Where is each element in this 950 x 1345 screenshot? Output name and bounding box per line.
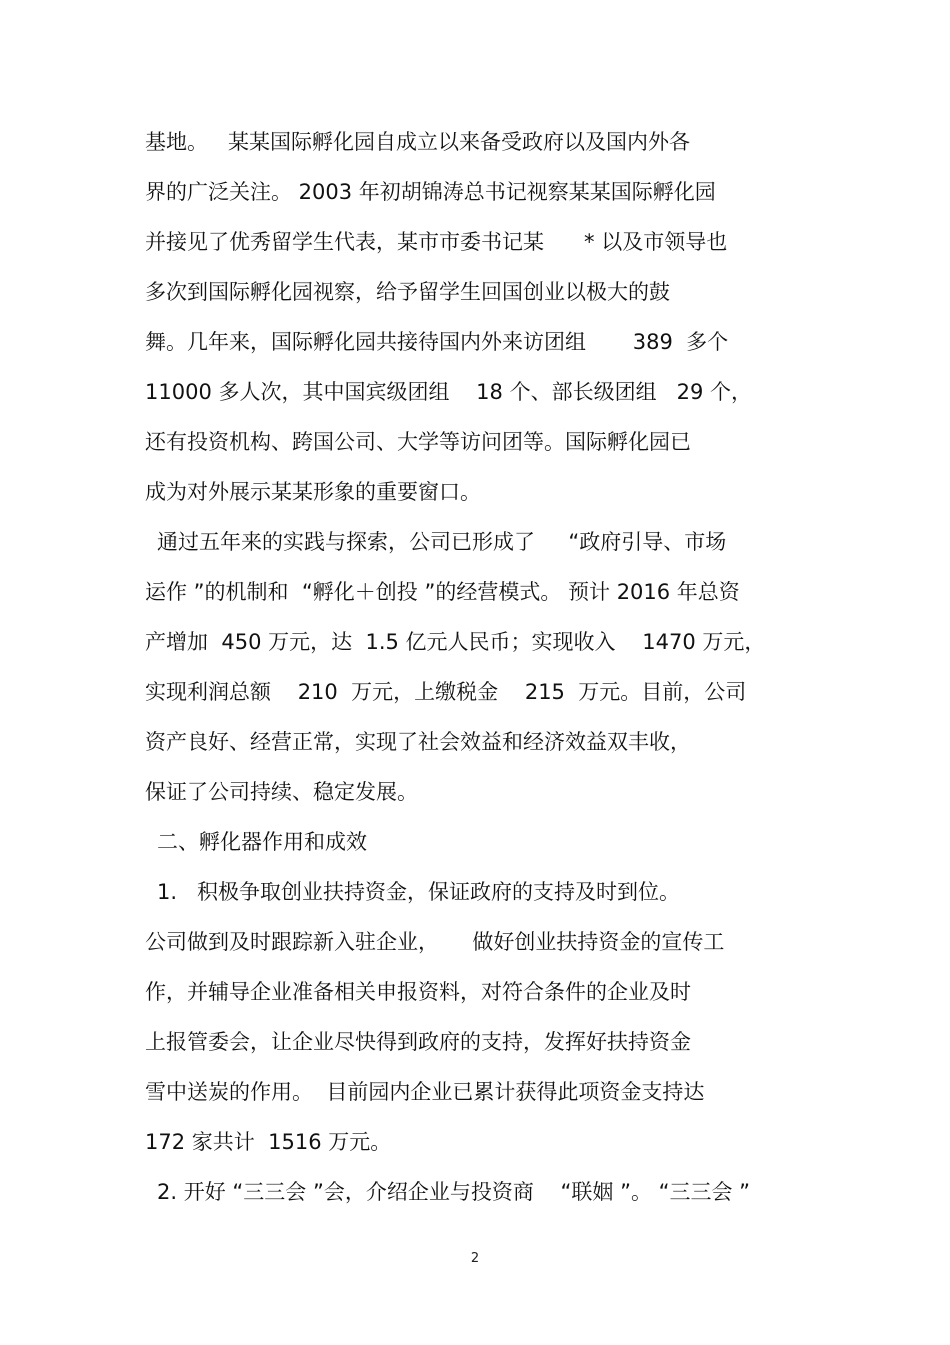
text-line-17: 公司做到及时跟踪新入驻企业， 做好创业扶持资金的宣传工 (145, 930, 725, 954)
text-line-13: 资产良好、经营正常，实现了社会效益和经济效益双丰收， (145, 730, 691, 754)
text-line-6: 11000 多人次，其中国宾级团组 18 个、部长级团组 29 个， (145, 380, 752, 404)
page-number: 2 (470, 1251, 480, 1266)
text-line-16: 1. 积极争取创业扶持资金，保证政府的支持及时到位。 (157, 880, 681, 904)
text-line-9: 通过五年来的实践与探索，公司已形成了 “政府引导、市场 (157, 530, 727, 554)
text-line-11: 产增加 450 万元，达 1.5 亿元人民币；实现收入 1470 万元， (145, 630, 766, 654)
text-line-14: 保证了公司持续、稳定发展。 (145, 780, 418, 804)
text-line-10: 运作 ”的机制和 “孵化＋创投 ”的经营模式。 预计 2016 年总资 (145, 580, 740, 604)
text-line-20: 雪中送炭的作用。 目前园内企业已累计获得此项资金支持达 (145, 1080, 705, 1104)
text-line-12: 实现利润总额 210 万元，上缴税金 215 万元。目前，公司 (145, 680, 747, 704)
text-line-8: 成为对外展示某某形象的重要窗口。 (145, 480, 481, 504)
section-heading: 二、孵化器作用和成效 (157, 830, 367, 854)
text-line-7: 还有投资机构、跨国公司、大学等访问团等。国际孵化园已 (145, 430, 691, 454)
text-line-1: 基地。 某某国际孵化园自成立以来备受政府以及国内外各 (145, 130, 691, 154)
text-line-5: 舞。几年来，国际孵化园共接待国内外来访团组 389 多个 (145, 330, 729, 354)
text-line-21: 172 家共计 1516 万元。 (145, 1130, 392, 1154)
text-line-4: 多次到国际孵化园视察，给予留学生回国创业以极大的鼓 (145, 280, 670, 304)
text-line-22: 2. 开好 “三三会 ”会，介绍企业与投资商 “联姻 ”。 “三三会 ” (157, 1180, 751, 1204)
text-line-3: 并接见了优秀留学生代表，某市市委书记某 * 以及市领导也 (145, 230, 728, 254)
text-line-18: 作，并辅导企业准备相关申报资料，对符合条件的企业及时 (145, 980, 691, 1004)
text-line-2: 界的广泛关注。 2003 年初胡锦涛总书记视察某某国际孵化园 (145, 180, 716, 204)
text-line-19: 上报管委会，让企业尽快得到政府的支持，发挥好扶持资金 (145, 1030, 691, 1054)
